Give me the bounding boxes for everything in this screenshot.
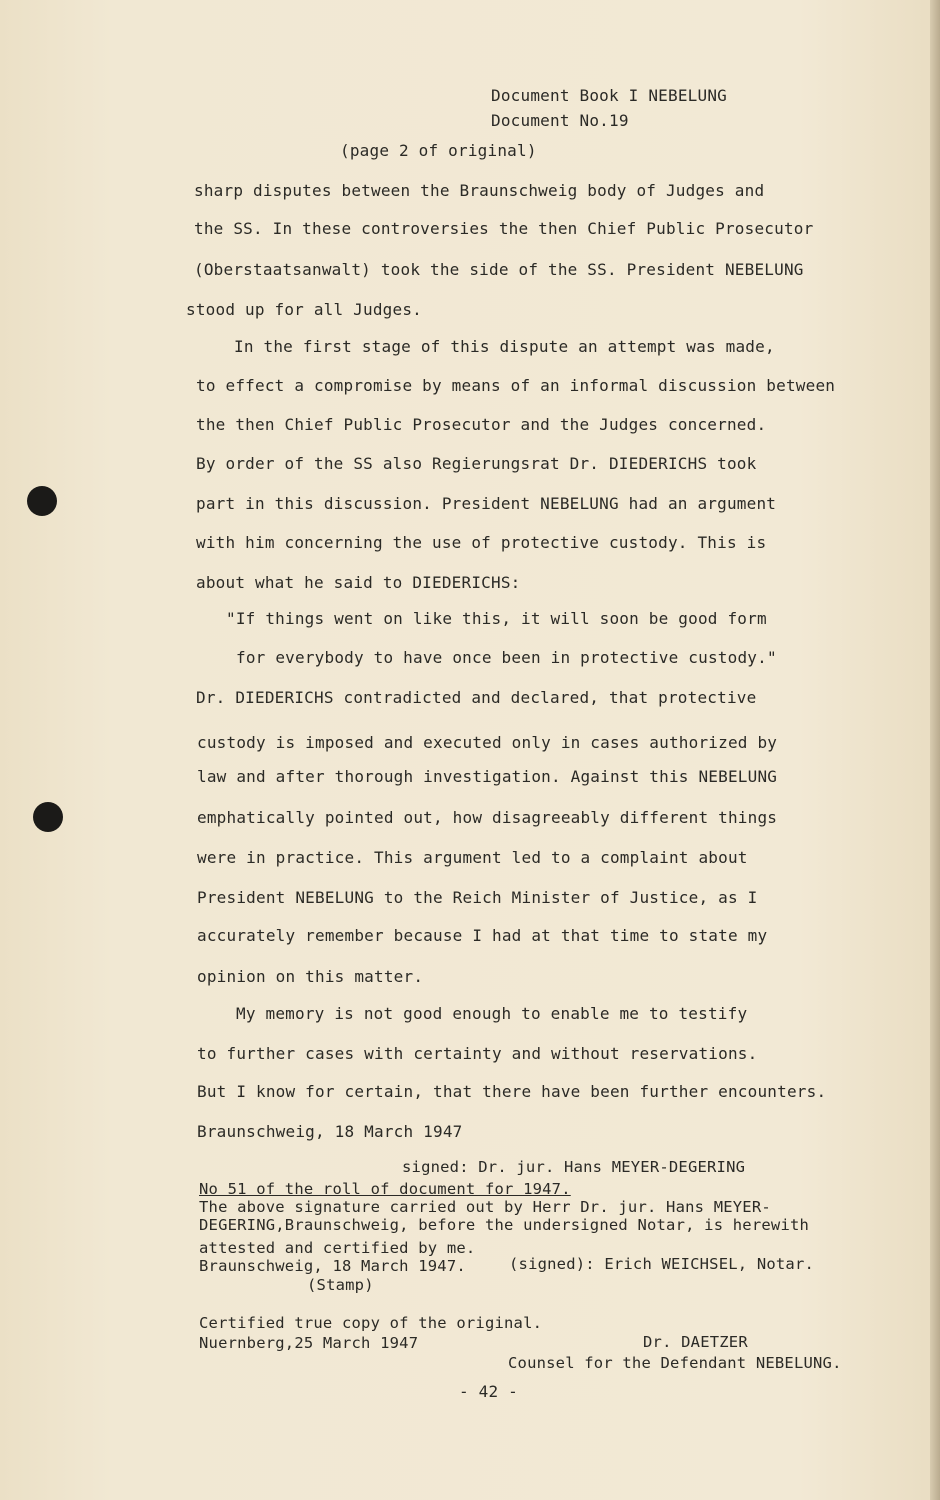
body-line: with him concerning the use of protective custody. This is [196,533,767,552]
body-line: about what he said to DIEDERICHS: [196,573,521,592]
attestation-line: attested and certified by me. [199,1239,476,1257]
body-line: to effect a compromise by means of an informal discussion between [196,376,836,395]
counsel-name: Dr. DAETZER [643,1333,748,1351]
notary-signature: (signed): Erich WEICHSEL, Notar. [509,1255,815,1273]
page-note: (page 2 of original) [340,141,537,160]
body-line: law and after thorough investigation. Against this NEBELUNG [197,767,778,786]
body-line: to further cases with certainty and without reservations. [197,1044,758,1063]
body-line: emphatically pointed out, how disagreeably different things [197,808,778,827]
body-line: stood up for all Judges. [186,300,422,319]
body-line: But I know for certain, that there have been further encounters. [197,1082,827,1101]
certification-place-date: Nuernberg,25 March 1947 [199,1334,419,1352]
body-line: My memory is not good enough to enable me to testify [236,1004,748,1023]
attestation-line: DEGERING,Braunschweig, before the undersigned Notar, is herewith [199,1216,810,1234]
body-line: In the first stage of this dispute an attempt was made, [234,337,775,356]
body-line: custody is imposed and executed only in cases authorized by [197,733,778,752]
punch-hole [27,486,57,516]
counsel-role: Counsel for the Defendant NEBELUNG. [508,1354,842,1372]
document-number: Document No.19 [491,111,629,130]
punch-hole [33,802,63,832]
body-line: By order of the SS also Regierungsrat Dr. DIEDERICHS took [196,454,757,473]
page-number: - 42 - [459,1382,518,1401]
quote-line: "If things went on like this, it will soon be good form [226,609,767,628]
body-line: accurately remember because I had at that time to state my [197,926,768,945]
signature-line: signed: Dr. jur. Hans MEYER-DEGERING [402,1158,746,1176]
roll-number: No 51 of the roll of document for 1947. [199,1180,571,1198]
certification-line: Certified true copy of the original. [199,1314,543,1332]
stamp-note: (Stamp) [307,1276,374,1294]
attestation-place-date: Braunschweig, 18 March 1947. [199,1257,466,1275]
quote-line: for everybody to have once been in protective custody." [236,648,777,667]
body-line: opinion on this matter. [197,967,424,986]
body-line: part in this discussion. President NEBELUNG had an argument [196,494,777,513]
body-line: the SS. In these controversies the then Chief Public Prosecutor [194,219,814,238]
attestation-line: The above signature carried out by Herr Dr. jur. Hans MEYER- [199,1198,771,1216]
body-line: were in practice. This argument led to a complaint about [197,848,748,867]
document-book-title: Document Book I NEBELUNG [491,86,727,105]
body-line: (Oberstaatsanwalt) took the side of the SS. President NEBELUNG [194,260,804,279]
body-line: the then Chief Public Prosecutor and the Judges concerned. [196,415,767,434]
body-line: President NEBELUNG to the Reich Minister of Justice, as I [197,888,758,907]
date-line: Braunschweig, 18 March 1947 [197,1122,463,1141]
body-line: sharp disputes between the Braunschweig body of Judges and [194,181,765,200]
page-edge [930,0,940,1500]
body-line: Dr. DIEDERICHS contradicted and declared, that protective [196,688,757,707]
